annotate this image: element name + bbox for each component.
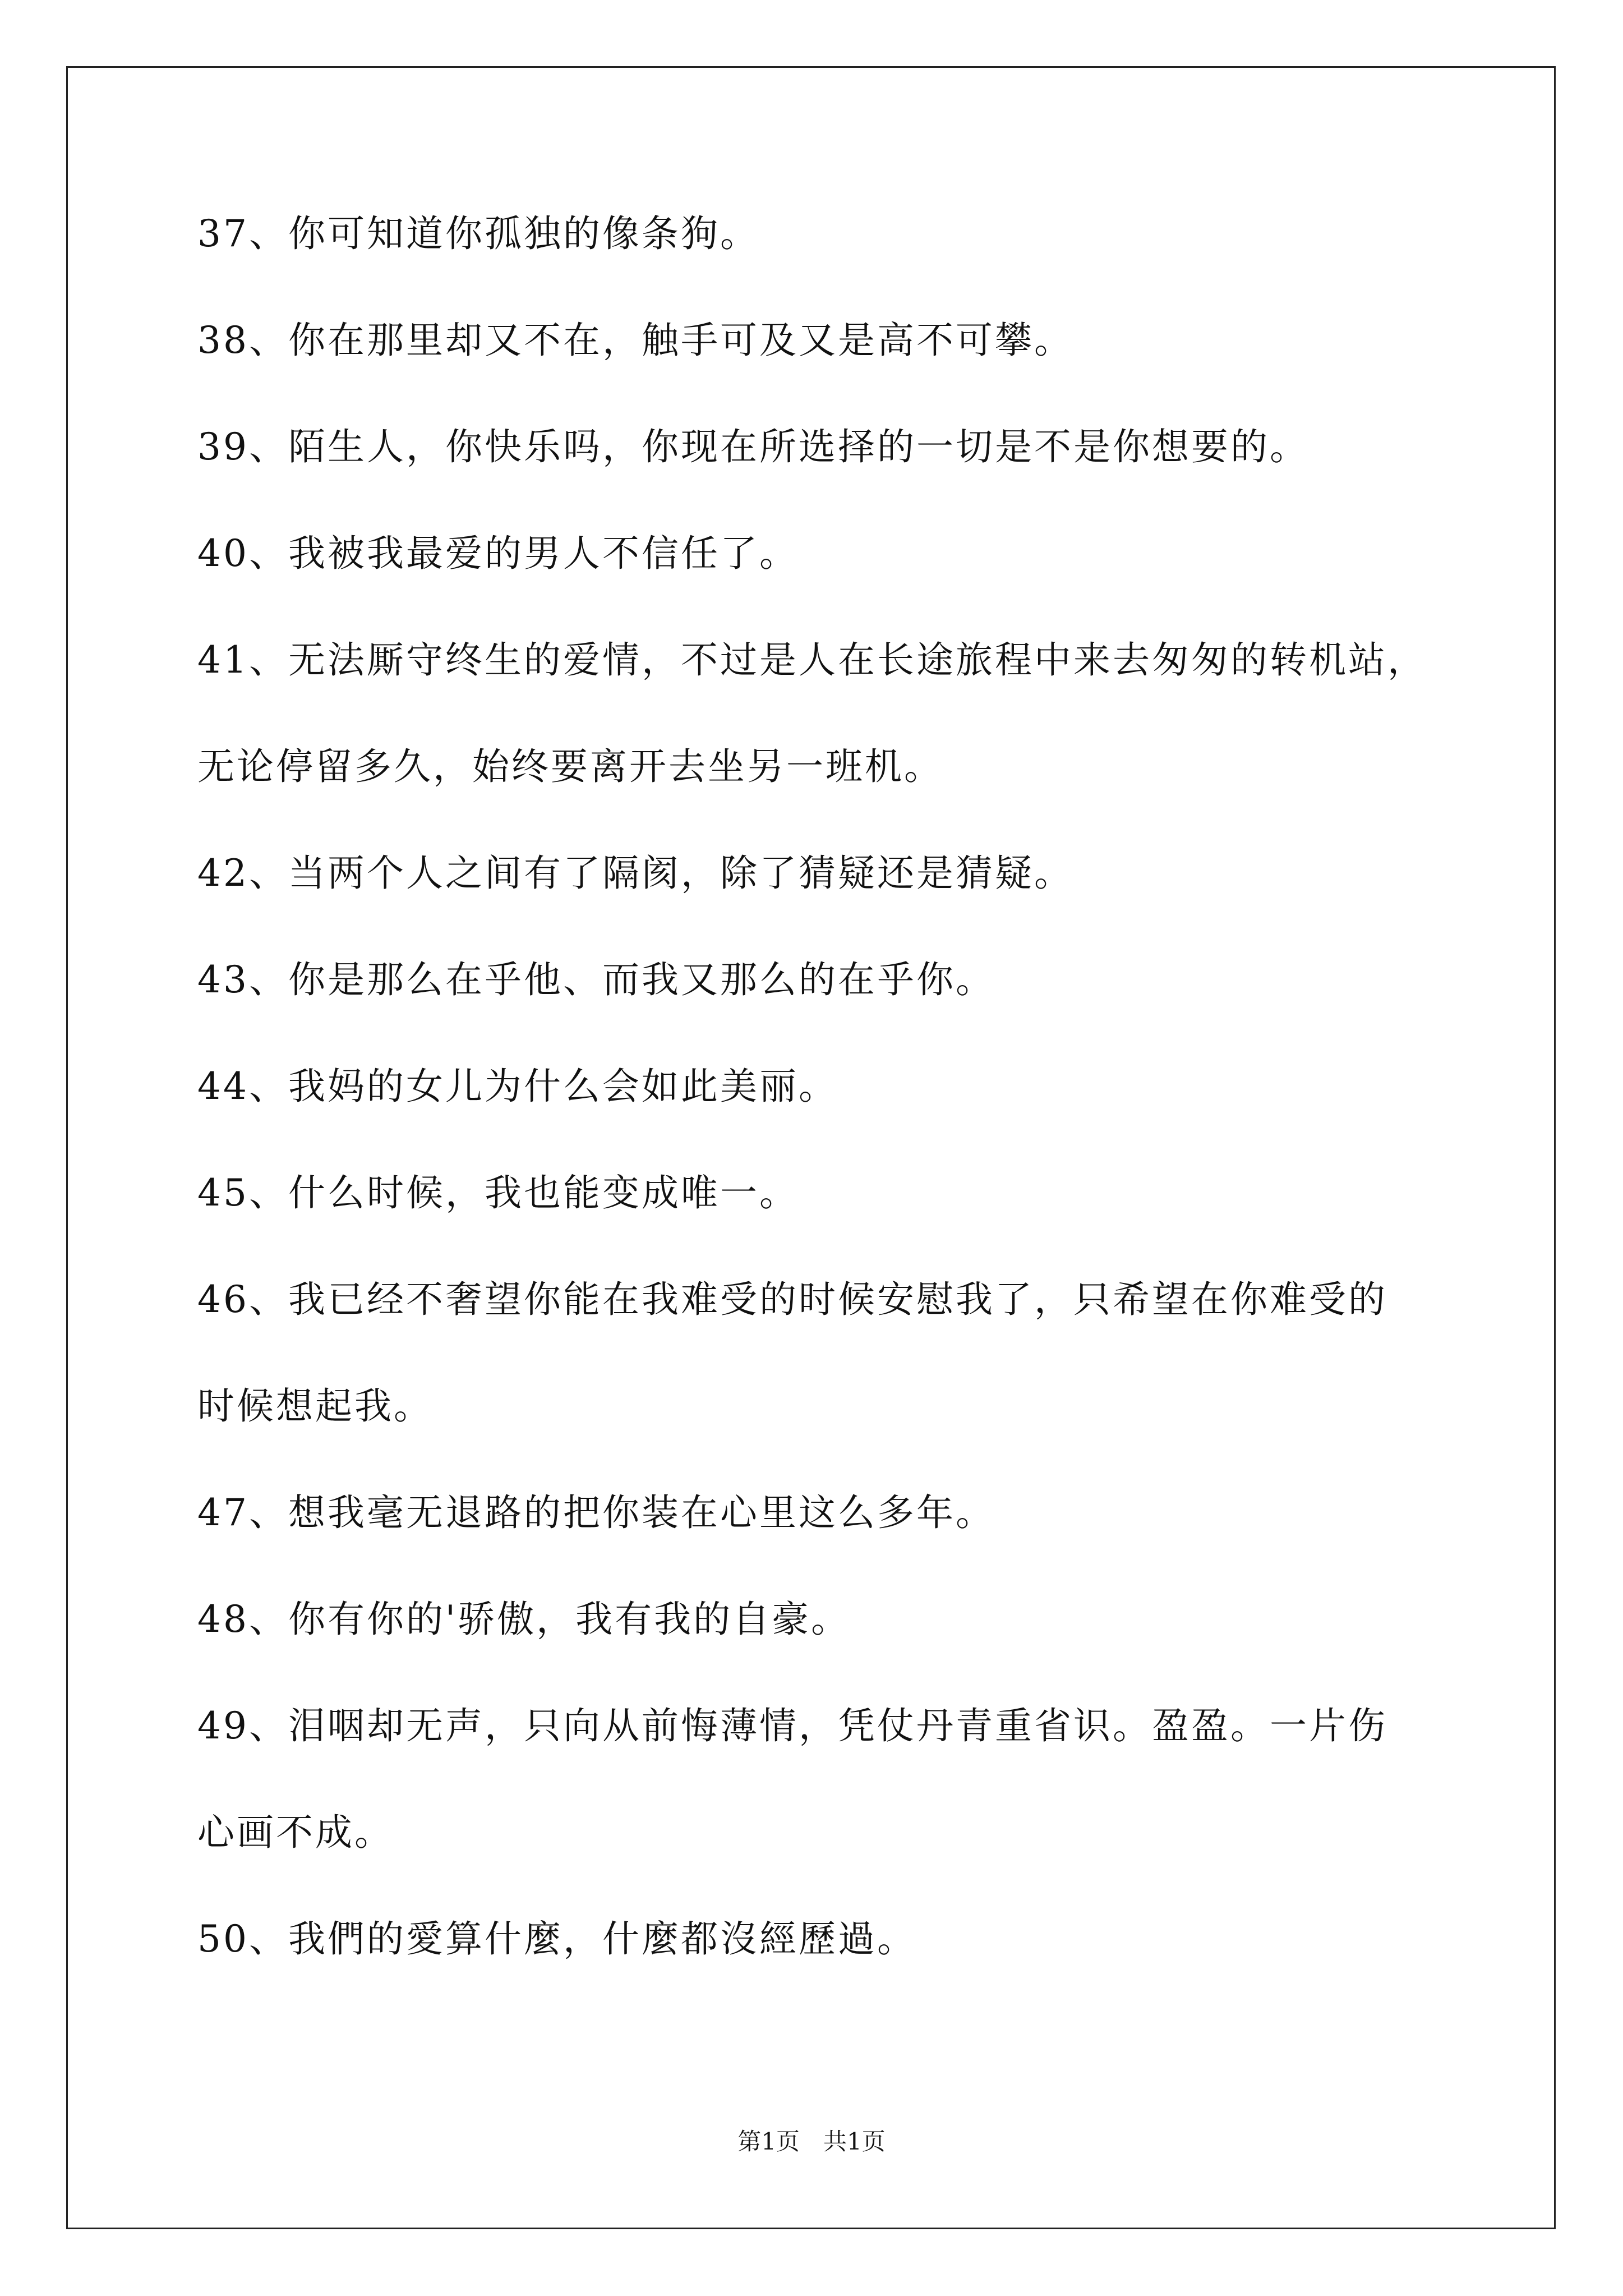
text-line-49-cont: 心画不成。 — [197, 1811, 394, 1854]
text-line-46: 46、我已经不奢望你能在我难受的时候安慰我了，只希望在你难受的 — [197, 1278, 1387, 1321]
text-line-38: 38、你在那里却又不在，触手可及又是高不可攀。 — [197, 319, 1073, 362]
text-line-49: 49、泪咽却无声，只向从前悔薄情，凭仗丹青重省识。盈盈。一片伤 — [197, 1704, 1387, 1747]
text-line-41-cont: 无论停留多久，始终要离开去坐另一班机。 — [197, 745, 943, 788]
page-footer: 第1页 共1页 — [737, 2128, 886, 2155]
text-line-44: 44、我妈的女儿为什么会如此美丽。 — [197, 1065, 838, 1108]
text-line-42: 42、当两个人之间有了隔阂，除了猜疑还是猜疑。 — [197, 852, 1073, 895]
text-line-48: 48、你有你的'骄傲，我有我的自豪。 — [197, 1598, 851, 1641]
text-line-43: 43、你是那么在乎他、而我又那么的在乎你。 — [197, 958, 995, 1001]
text-line-46-cont: 时候想起我。 — [197, 1384, 433, 1428]
text-line-37: 37、你可知道你孤独的像条狗。 — [197, 212, 759, 255]
text-line-39: 39、陌生人，你快乐吗，你现在所选择的一切是不是你想要的。 — [197, 425, 1309, 468]
text-line-45: 45、什么时候，我也能变成唯一。 — [197, 1171, 799, 1214]
text-line-50: 50、我們的愛算什麼，什麼都沒經歷過。 — [197, 1917, 916, 1961]
text-line-40: 40、我被我最爱的男人不信任了。 — [197, 532, 799, 575]
document-body — [197, 208, 1487, 2019]
text-line-41: 41、无法厮守终生的爱情，不过是人在长途旅程中来去匆匆的转机站， — [197, 638, 1427, 682]
text-line-47: 47、想我毫无退路的把你装在心里这么多年。 — [197, 1491, 995, 1534]
